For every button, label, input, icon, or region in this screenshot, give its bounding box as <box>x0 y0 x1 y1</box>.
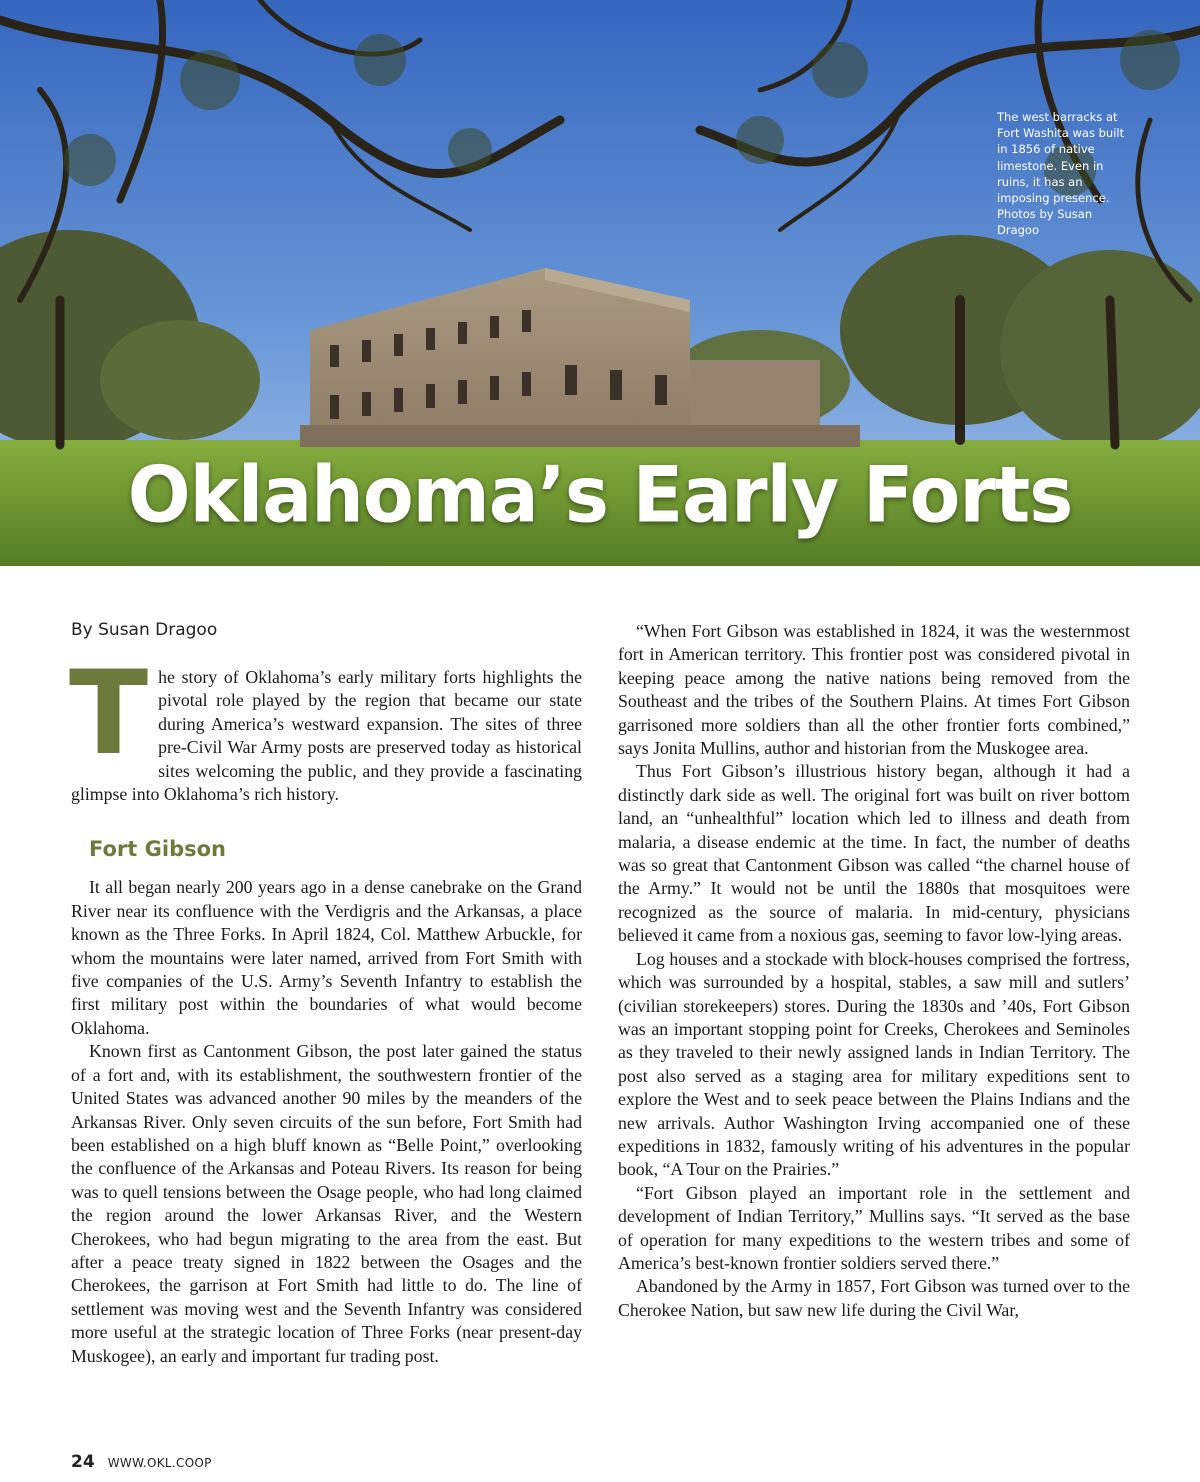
body-paragraph: Abandoned by the Army in 1857, Fort Gibson was turned over to the Cherokee Nation, but saw new life during the Civil War, <box>618 1276 1130 1320</box>
page-footer <box>71 1452 212 1472</box>
page-number: 24 <box>71 1452 95 1472</box>
intro-text: he story of Oklahoma’s early military forts highlights the pivotal role played by the region that became our state during America’s westward expansion. The sites of three pre-Civil War Army posts are preserved today as historical sites welcoming the public, and they provide a fascinating glimpse into Oklahoma’s rich history. <box>71 667 582 805</box>
body-paragraph: It all began nearly 200 years ago in a dense canebrake on the Grand River near its confluence with the Verdigris and the Arkansas, a place known as the Three Forks. In April 1824, Col. Matthew Arbuckle, for whom the mountains were later named, arrived from Fort Smith with five companies of the U.S. Army’s Seventh Infantry to establish the first military post within the boundaries of what would become Oklahoma. <box>71 877 582 1038</box>
website-link[interactable]: WWW.OKL.COOP <box>107 1456 212 1470</box>
right-column <box>618 620 1130 1322</box>
body-paragraph: Log houses and a stockade with block-houses comprised the fortress, which was surrounded by a hospital, stables, a saw mill and sutlers’ (civilian storekeepers) stores. During the 1830s and ’40s, Fort Gibson was an important stopping point for Creeks, Cherokees and Seminoles as they traveled to their newly assigned lands in Indian Territory. The post also served as a staging area for military expeditions sent to explore the West and to seek peace between the Plains Indians and the new arrivals. Author Washington Irving accompanied one of these expeditions in 1832, famously writing of his adventures in the popular book, “A Tour on the Prairies.” <box>618 948 1130 1180</box>
photo-caption: The west barracks at Fort Washita was built in 1856 of native limestone. Even in ruins, it has an imposing presence. Photos by Susan Dragoo <box>997 110 1125 238</box>
intro-paragraph <box>69 646 582 806</box>
page-title: Oklahoma’s Early Forts <box>127 449 1073 541</box>
section-heading: Fort Gibson <box>89 837 226 862</box>
hero-photo <box>0 0 1200 566</box>
body-paragraph: Thus Fort Gibson’s illustrious history began, although it had a distinctly dark side as well. The original fort was built on river bottom land, an “unhealthful” location which led to illness and death from malaria, a disease endemic at the time. In fact, the number of deaths was so great that Cantonment Gibson was called “the charnel house of the Army.” It would not be until the 1880s that mosquitoes were recognized as the source of malaria. In mid-century, physicians believed it came from a noxious gas, seeming to favor low-lying areas. <box>618 761 1130 946</box>
body-paragraph: Known first as Cantonment Gibson, the post later gained the status of a fort and, with its establishment, the southwestern frontier of the United States was advanced another 90 miles by the meanders of the Arkansas River. Only seven circuits of the sun before, Fort Smith had been established on a high bluff known as “Belle Point,” overlooking the confluence of the Arkansas and Poteau Rivers. Its reason for being was to quell tensions between the Osage people, who had long claimed the region around the lower Arkansas River, and the Western Cherokees, who had begun migrating to the area from the east. But after a peace treaty signed in 1822 between the Osages and the Cherokees, the garrison at Fort Smith had little to do. The line of settlement was moving west and the Seventh Infantry was considered more useful at the strategic location of Three Forks (near present-day Muskogee), an early and important fur trading post. <box>71 1041 582 1366</box>
byline: By Susan Dragoo <box>71 620 218 640</box>
drop-cap: T <box>69 646 149 781</box>
body-paragraph: “Fort Gibson played an important role in the settlement and development of Indian Territory,” Mullins says. “It served as the base of operation for many expeditions to the western tribes and some of America’s best-known frontier soldiers served there.” <box>618 1182 1130 1273</box>
left-column <box>69 646 582 1368</box>
body-paragraph: “When Fort Gibson was established in 1824, it was the westernmost fort in American territory. This frontier post was considered pivotal in keeping peace among the native nations being removed from the Southeast and the tribes of the Southern Plains. At times Fort Gibson garrisoned more soldiers than all the other frontier forts combined,” says Jonita Mullins, author and historian from the Muskogee area. <box>618 621 1130 759</box>
